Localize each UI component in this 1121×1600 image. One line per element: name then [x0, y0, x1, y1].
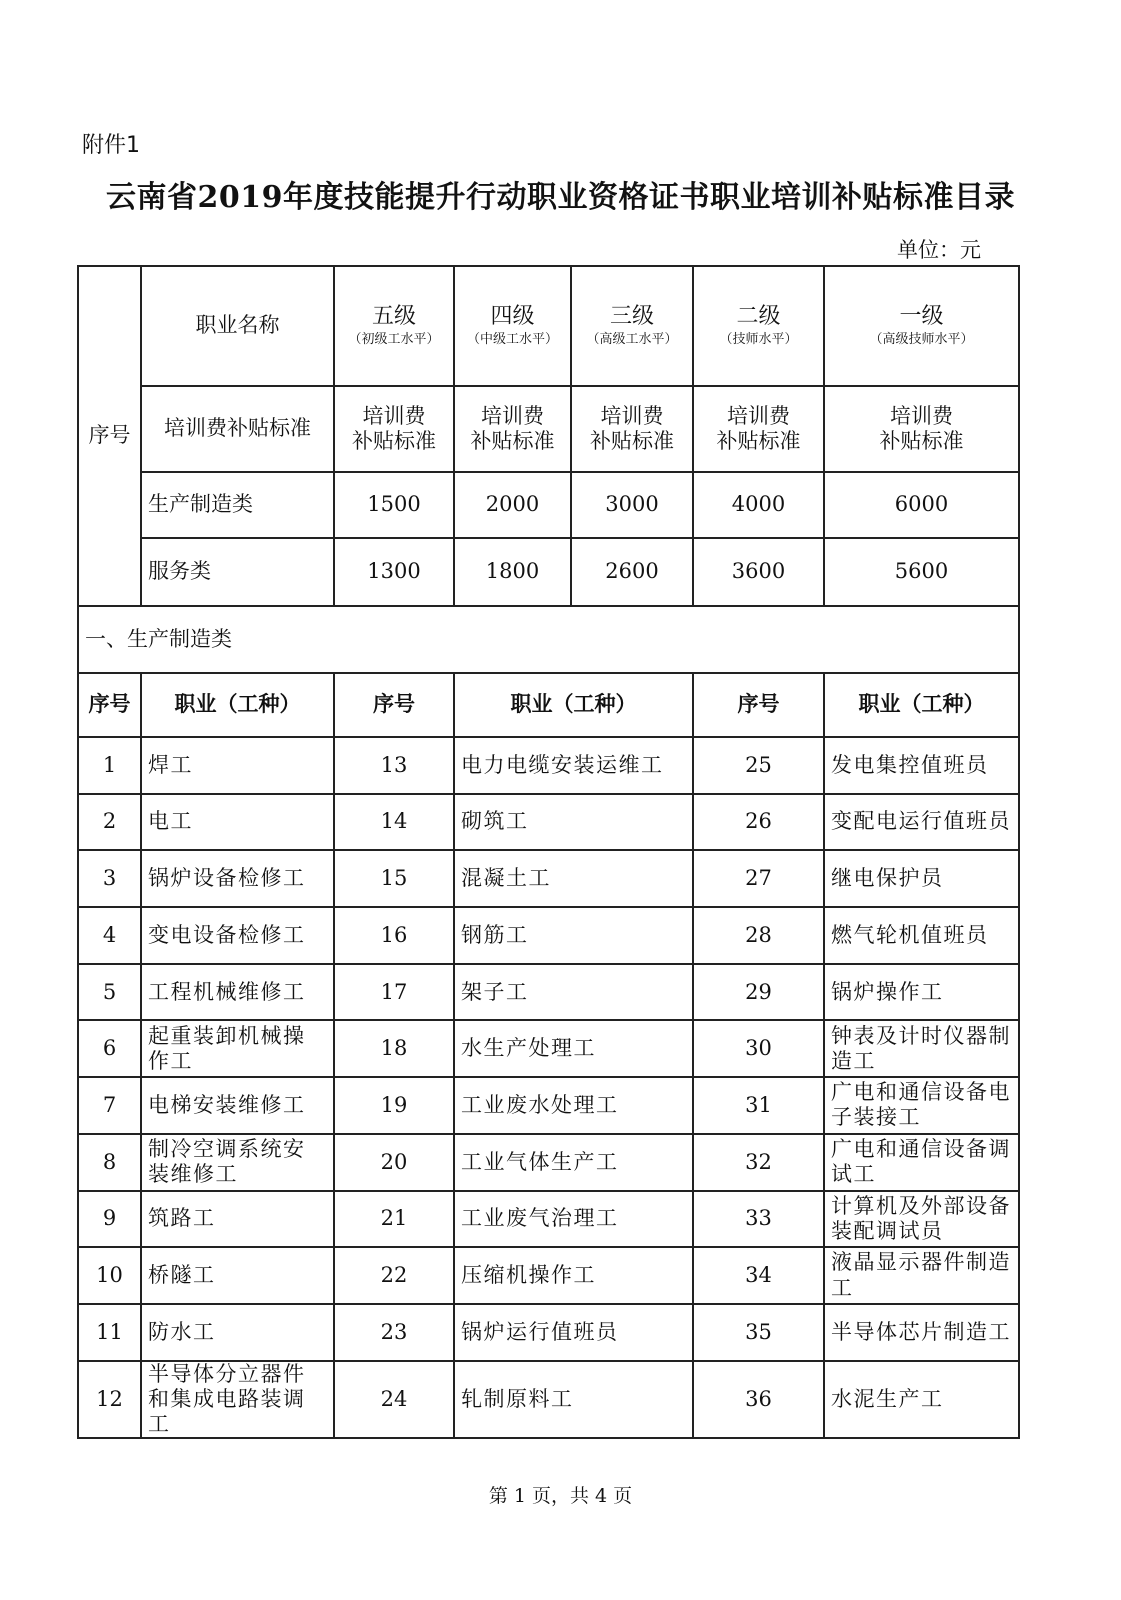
fee-line2: 补贴标准	[716, 429, 801, 453]
fee-line2: 补贴标准	[879, 429, 964, 453]
occupation-row	[78, 907, 1019, 964]
seq-number: 34	[693, 1247, 824, 1304]
fee-line2: 补贴标准	[470, 429, 555, 453]
occupation-name: 锅炉运行值班员	[454, 1304, 693, 1361]
occupation-name: 电工	[141, 794, 334, 851]
seq-number: 33	[693, 1191, 824, 1248]
seq-col-header: 序号	[78, 673, 141, 737]
occupation-name: 变配电运行值班员	[824, 794, 1019, 851]
fee-standard-header	[571, 386, 693, 472]
seq-number: 21	[334, 1191, 454, 1248]
occupation-name: 半导体分立器件和集成电路装调工	[141, 1361, 334, 1439]
seq-number: 11	[78, 1304, 141, 1361]
occupation-name: 工业气体生产工	[454, 1134, 693, 1191]
occupation-name-header: 职业名称	[141, 266, 334, 386]
seq-number: 8	[78, 1134, 141, 1191]
seq-col-header: 序号	[334, 673, 454, 737]
occupation-col-header: 职业（工种）	[454, 673, 693, 737]
occupation-name: 轧制原料工	[454, 1361, 693, 1439]
seq-number: 25	[693, 737, 824, 794]
section-row	[78, 606, 1019, 673]
occupation-name: 焊工	[141, 737, 334, 794]
fee-line1: 培训费	[600, 403, 664, 428]
page-footer: 第 1 页，共 4 页	[488, 1485, 633, 1507]
seq-number: 7	[78, 1077, 141, 1134]
seq-number: 27	[693, 850, 824, 907]
occupation-name: 工程机械维修工	[141, 964, 334, 1021]
occupation-row	[78, 1020, 1019, 1077]
occupation-name: 防水工	[141, 1304, 334, 1361]
subsidy-table	[77, 265, 1020, 1439]
seq-number: 31	[693, 1077, 824, 1134]
seq-number: 29	[693, 964, 824, 1021]
seq-number: 28	[693, 907, 824, 964]
seq-number: 12	[78, 1361, 141, 1439]
seq-number: 18	[334, 1020, 454, 1077]
seq-number: 4	[78, 907, 141, 964]
seq-number: 19	[334, 1077, 454, 1134]
occupation-row	[78, 1191, 1019, 1248]
occupation-name: 筑路工	[141, 1191, 334, 1248]
occupation-name: 发电集控值班员	[824, 737, 1019, 794]
unit-label: 单位：元	[897, 238, 981, 262]
occupation-name: 钟表及计时仪器制造工	[824, 1020, 1019, 1077]
occupation-row	[78, 794, 1019, 851]
occupation-name: 广电和通信设备电子装接工	[824, 1077, 1019, 1134]
level-description: （技师水平）	[719, 332, 798, 348]
category-name: 服务类	[141, 538, 334, 606]
occupation-name: 电梯安装维修工	[141, 1077, 334, 1134]
category-row	[78, 538, 1019, 606]
occupation-name: 计算机及外部设备装配调试员	[824, 1191, 1019, 1248]
seq-number: 35	[693, 1304, 824, 1361]
occupation-name: 锅炉设备检修工	[141, 850, 334, 907]
level-description: （高级技师水平）	[869, 332, 974, 348]
fee-line1: 培训费	[362, 403, 426, 428]
seq-number: 23	[334, 1304, 454, 1361]
seq-header: 序号	[78, 266, 141, 606]
occupation-row	[78, 1247, 1019, 1304]
occupation-name: 燃气轮机值班员	[824, 907, 1019, 964]
occupation-name: 砌筑工	[454, 794, 693, 851]
occupation-name: 压缩机操作工	[454, 1247, 693, 1304]
seq-number: 1	[78, 737, 141, 794]
occupation-name: 广电和通信设备调试工	[824, 1134, 1019, 1191]
occupation-name: 桥隧工	[141, 1247, 334, 1304]
occupation-name: 架子工	[454, 964, 693, 1021]
level-header-5	[824, 266, 1019, 386]
fee-line1: 培训费	[481, 403, 544, 428]
level-description: （高级工水平）	[586, 332, 678, 348]
seq-number: 36	[693, 1361, 824, 1439]
seq-col-header: 序号	[693, 673, 824, 737]
seq-number: 15	[334, 850, 454, 907]
subsidy-value: 1300	[334, 538, 454, 606]
seq-number: 26	[693, 794, 824, 851]
seq-number: 32	[693, 1134, 824, 1191]
seq-number: 24	[334, 1361, 454, 1439]
seq-number: 17	[334, 964, 454, 1021]
occupation-name: 水泥生产工	[824, 1361, 1019, 1439]
occupation-name: 电力电缆安装运维工	[454, 737, 693, 794]
level-header-4	[693, 266, 824, 386]
list-header-row	[78, 673, 1019, 737]
fee-standard-header	[693, 386, 824, 472]
fee-standard-header	[454, 386, 571, 472]
level-header-2	[454, 266, 571, 386]
attachment-label: 附件1	[82, 133, 140, 158]
fee-line2: 补贴标准	[352, 429, 436, 453]
seq-number: 16	[334, 907, 454, 964]
level-description: （中级工水平）	[466, 332, 558, 348]
subsidy-value: 2000	[454, 472, 571, 538]
occupation-name: 钢筋工	[454, 907, 693, 964]
occupation-name: 锅炉操作工	[824, 964, 1019, 1021]
category-row	[78, 472, 1019, 538]
document-title: 云南省2019年度技能提升行动职业资格证书职业培训补贴标准目录	[106, 180, 1015, 215]
occupation-name: 起重装卸机械操作工	[141, 1020, 334, 1077]
subsidy-value: 6000	[824, 472, 1019, 538]
subsidy-value: 3000	[571, 472, 693, 538]
level-description: （初级工水平）	[348, 332, 440, 348]
fee-line2: 补贴标准	[590, 429, 674, 453]
occupation-col-header: 职业（工种）	[141, 673, 334, 737]
subsidy-value: 5600	[824, 538, 1019, 606]
occupation-row	[78, 737, 1019, 794]
level-name: 四级	[490, 304, 535, 329]
level-name: 三级	[609, 304, 654, 329]
seq-number: 30	[693, 1020, 824, 1077]
occupation-name: 半导体芯片制造工	[824, 1304, 1019, 1361]
seq-number: 20	[334, 1134, 454, 1191]
levels-row	[78, 266, 1019, 386]
seq-number: 6	[78, 1020, 141, 1077]
occupation-name: 变电设备检修工	[141, 907, 334, 964]
subsidy-value: 3600	[693, 538, 824, 606]
subsidy-value: 2600	[571, 538, 693, 606]
seq-number: 2	[78, 794, 141, 851]
occupation-row	[78, 964, 1019, 1021]
fee-standard-header	[334, 386, 454, 472]
fee-line1: 培训费	[890, 403, 953, 428]
seq-number: 5	[78, 964, 141, 1021]
seq-number: 3	[78, 850, 141, 907]
seq-number: 22	[334, 1247, 454, 1304]
occupation-row	[78, 1077, 1019, 1134]
level-header-1	[334, 266, 454, 386]
occupation-row	[78, 1134, 1019, 1191]
level-name: 五级	[371, 304, 416, 329]
occupation-name: 继电保护员	[824, 850, 1019, 907]
fee-line1: 培训费	[727, 403, 790, 428]
occupation-name: 液晶显示器件制造工	[824, 1247, 1019, 1304]
level-name: 一级	[899, 304, 944, 329]
occupation-name: 制冷空调系统安装维修工	[141, 1134, 334, 1191]
section-title: 一、生产制造类	[78, 606, 1019, 673]
level-header-3	[571, 266, 693, 386]
subsidy-value: 1800	[454, 538, 571, 606]
subsidy-value: 4000	[693, 472, 824, 538]
occupation-row	[78, 1361, 1019, 1439]
occupation-name: 水生产处理工	[454, 1020, 693, 1077]
fee-standard-header	[824, 386, 1019, 472]
fee-row	[78, 386, 1019, 472]
occupation-col-header: 职业（工种）	[824, 673, 1019, 737]
category-name: 生产制造类	[141, 472, 334, 538]
seq-number: 13	[334, 737, 454, 794]
seq-number: 10	[78, 1247, 141, 1304]
occupation-name: 工业废水处理工	[454, 1077, 693, 1134]
occupation-name: 混凝土工	[454, 850, 693, 907]
subsidy-value: 1500	[334, 472, 454, 538]
level-name: 二级	[736, 304, 781, 329]
seq-number: 14	[334, 794, 454, 851]
occupation-row	[78, 850, 1019, 907]
occupation-row	[78, 1304, 1019, 1361]
occupation-name: 工业废气治理工	[454, 1191, 693, 1248]
seq-number: 9	[78, 1191, 141, 1248]
subsidy-standard-header: 培训费补贴标准	[141, 386, 334, 472]
